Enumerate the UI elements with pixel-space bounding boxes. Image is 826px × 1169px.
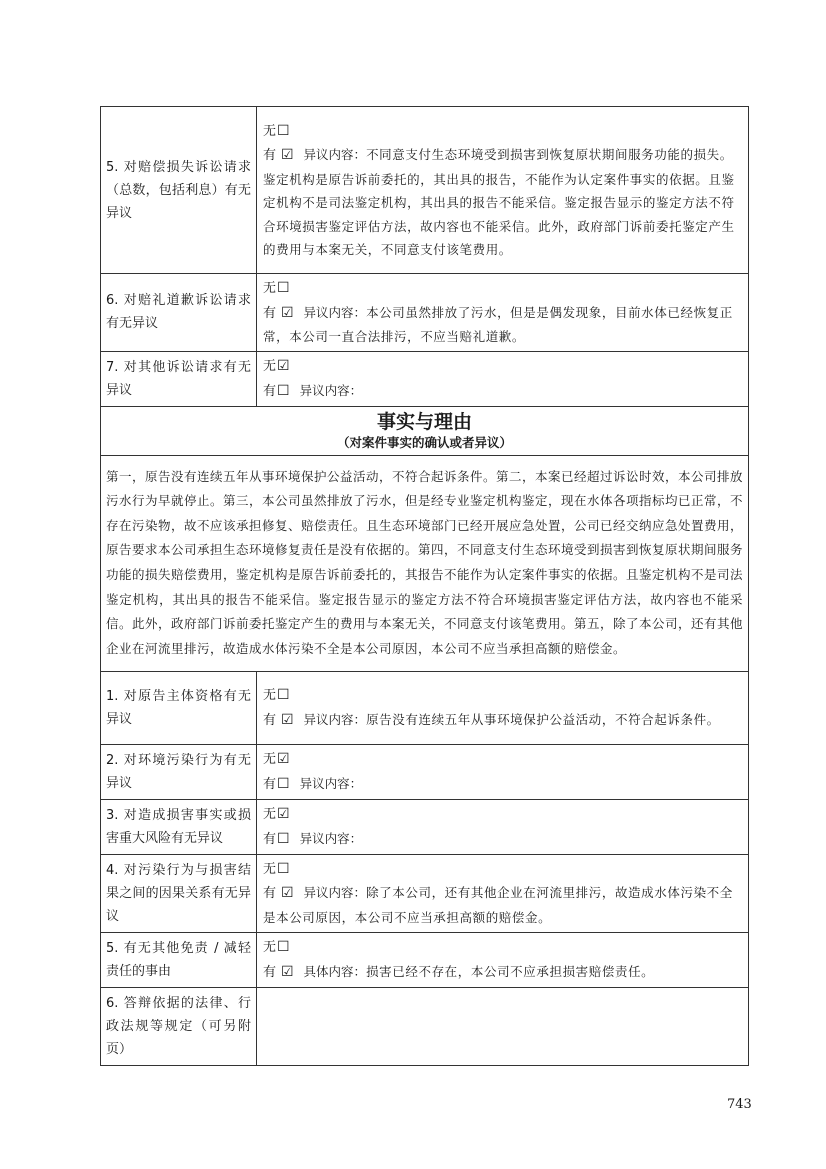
form-row: [101, 274, 749, 352]
row-content: [257, 107, 749, 274]
section-heading: [101, 406, 749, 455]
option-yes-label: 有: [263, 148, 277, 163]
unchecked-box-icon[interactable]: ☐: [277, 830, 290, 847]
checked-box-icon[interactable]: ☑: [281, 147, 294, 163]
checked-box-icon[interactable]: ☑: [281, 885, 294, 902]
option-none: [263, 276, 742, 301]
option-yes-label: 有: [263, 305, 277, 321]
option-none-label: 无: [263, 807, 277, 822]
row-label: 5. 对赔偿损失诉讼请求（总数，包括利息）有无异议: [101, 107, 257, 274]
checked-box-icon[interactable]: ☑: [281, 304, 294, 321]
objection-label: 异议内容：: [303, 304, 367, 320]
row-label: 6. 答辩依据的法律、行政法规等规定（可另附页）: [101, 987, 257, 1065]
objection-text: 不同意支付生态环境受到损害到恢复原状期间服务功能的损失。鉴定机构是原告诉前委托的，其出具的报告，不能作为认定案件事实的依据。且鉴定机构不是司法鉴定机构，其出具的报告不能采信。鉴定报告显示的鉴定方法不符合环境损害鉴定评估方法，故内容也不能采信。此外，政府部门诉前委托鉴定产生的费用与本案无关，不同意支付该笔费用。: [263, 147, 735, 257]
objection-label: 异议内容：: [303, 885, 367, 901]
form-row: [101, 671, 749, 744]
option-none: [263, 683, 742, 708]
form-row: [101, 744, 749, 799]
option-yes: [263, 772, 742, 797]
objection-label: 异议内容：: [303, 711, 367, 727]
objection-label: 异议内容：: [299, 775, 363, 791]
checked-box-icon[interactable]: ☑: [281, 711, 294, 728]
option-yes-label: 有: [263, 383, 277, 399]
option-none: [263, 935, 742, 960]
option-yes-label: 有: [263, 886, 277, 902]
row-label: 3. 对造成损害事实或损害重大风险有无异议: [101, 799, 257, 854]
option-yes: [263, 827, 742, 852]
details-label: 具体内容：: [303, 963, 367, 979]
row-content: [257, 799, 749, 854]
section-title: 事实与理由: [376, 410, 472, 433]
row-content: [257, 671, 749, 744]
form-row: [101, 351, 749, 406]
option-yes: [263, 379, 742, 404]
option-yes-label: 有: [263, 964, 277, 980]
page-number: 743: [727, 1097, 752, 1112]
row-label: 6. 对赔礼道歉诉讼请求有无异议: [101, 274, 257, 352]
unchecked-box-icon[interactable]: ☐: [277, 687, 290, 703]
form-row: [101, 854, 749, 932]
facts-paragraph: 第一，原告没有连续五年从事环境保护公益活动，不符合起诉条件。第二，本案已经超过诉讼时效，本公司排放污水行为早就停止。第三，本公司虽然排放了污水，但是经专业鉴定机构鉴定，现在水体各项指标均已正常，不存在污染物，故不应该承担修复、赔偿责任。且生态环境部门已经开展应急处置，公司已经交纳应急处置费用，原告要求本公司承担生态环境修复责任是没有依据的。第四，不同意支付生态环境受到损害到恢复原状期间服务功能的损失赔偿费用，鉴定机构是原告诉前委托的，其报告不能作为认定案件事实的依据。且鉴定机构不是司法鉴定机构，其出具的报告不能采信。鉴定报告显示的鉴定方法不符合环境损害鉴定评估方法，故内容也不能采信。此外，政府部门诉前委托鉴定产生的费用与本案无关，不同意支付该笔费用。第五，除了本公司，还有其他企业在河流里排污，故造成水体污染不全是本公司原因，本公司不应当承担高额的赔偿金。: [101, 455, 749, 671]
objection-text: 原告没有连续五年从事环境保护公益活动，不符合起诉条件。: [366, 711, 720, 727]
form-row: [101, 107, 749, 274]
option-yes: [263, 708, 742, 733]
row-content: [257, 932, 749, 987]
unchecked-box-icon[interactable]: ☐: [277, 939, 290, 955]
option-yes-label: 有: [263, 776, 277, 792]
form-row: [101, 799, 749, 854]
form-row: [101, 932, 749, 987]
form-row: [101, 987, 749, 1065]
option-none: [263, 119, 742, 144]
row-content: [257, 744, 749, 799]
unchecked-box-icon[interactable]: ☐: [277, 775, 290, 792]
option-none-label: 无: [263, 752, 277, 767]
option-none-label: 无: [263, 688, 277, 703]
option-none-label: 无: [263, 359, 277, 374]
option-none: [263, 802, 742, 827]
details-text: 损害已经不存在，本公司不应承担损害赔偿责任。: [366, 963, 655, 979]
facts-row: [101, 455, 749, 671]
option-yes: [263, 301, 742, 349]
section-heading-row: [101, 406, 749, 455]
row-label: 1. 对原告主体资格有无异议: [101, 671, 257, 744]
option-yes: [263, 143, 742, 262]
checked-box-icon[interactable]: ☑: [281, 963, 294, 980]
option-none-label: 无: [263, 861, 277, 877]
checked-box-icon[interactable]: ☑: [277, 751, 290, 767]
objection-text: 除了本公司，还有其他企业在河流里排污，故造成水体污染不全是本公司原因，本公司不应当承担高额的赔偿金。: [263, 885, 733, 925]
row-content: [257, 854, 749, 932]
unchecked-box-icon[interactable]: ☐: [277, 122, 290, 139]
answer-form: [100, 106, 748, 1066]
answer-form-table: [100, 106, 749, 1066]
option-yes-label: 有: [263, 712, 277, 728]
row-label: 2. 对环境污染行为有无异议: [101, 744, 257, 799]
option-none-label: 无: [263, 281, 277, 296]
row-label: 5. 有无其他免责 / 减轻责任的事由: [101, 932, 257, 987]
objection-label: 异议内容：: [299, 830, 363, 846]
unchecked-box-icon[interactable]: ☐: [277, 280, 290, 296]
row-content: [257, 274, 749, 352]
checked-box-icon[interactable]: ☑: [277, 806, 290, 822]
option-yes: [263, 881, 742, 929]
row-label: 7. 对其他诉讼请求有无异议: [101, 351, 257, 406]
option-none-label: 无: [263, 123, 277, 139]
unchecked-box-icon[interactable]: ☐: [277, 860, 290, 877]
objection-label: 异议内容：: [299, 382, 363, 398]
checked-box-icon[interactable]: ☑: [277, 358, 290, 374]
legal-basis-field[interactable]: [257, 987, 749, 1065]
row-content: [257, 351, 749, 406]
row-label: 4. 对污染行为与损害结果之间的因果关系有无异议: [101, 854, 257, 932]
option-yes-label: 有: [263, 831, 277, 847]
option-none: [263, 747, 742, 772]
option-none: [263, 354, 742, 379]
unchecked-box-icon[interactable]: ☐: [277, 382, 290, 399]
option-none: [263, 857, 742, 882]
section-subtitle: （对案件事实的确认或者异议）: [336, 434, 512, 450]
objection-label: 异议内容：: [303, 147, 367, 162]
option-none-label: 无: [263, 940, 277, 955]
option-yes: [263, 960, 742, 985]
objection-text: 本公司虽然排放了污水，但是是偶发现象，目前水体已经恢复正常，本公司一直合法排污，不应当赔礼道歉。: [263, 304, 733, 344]
